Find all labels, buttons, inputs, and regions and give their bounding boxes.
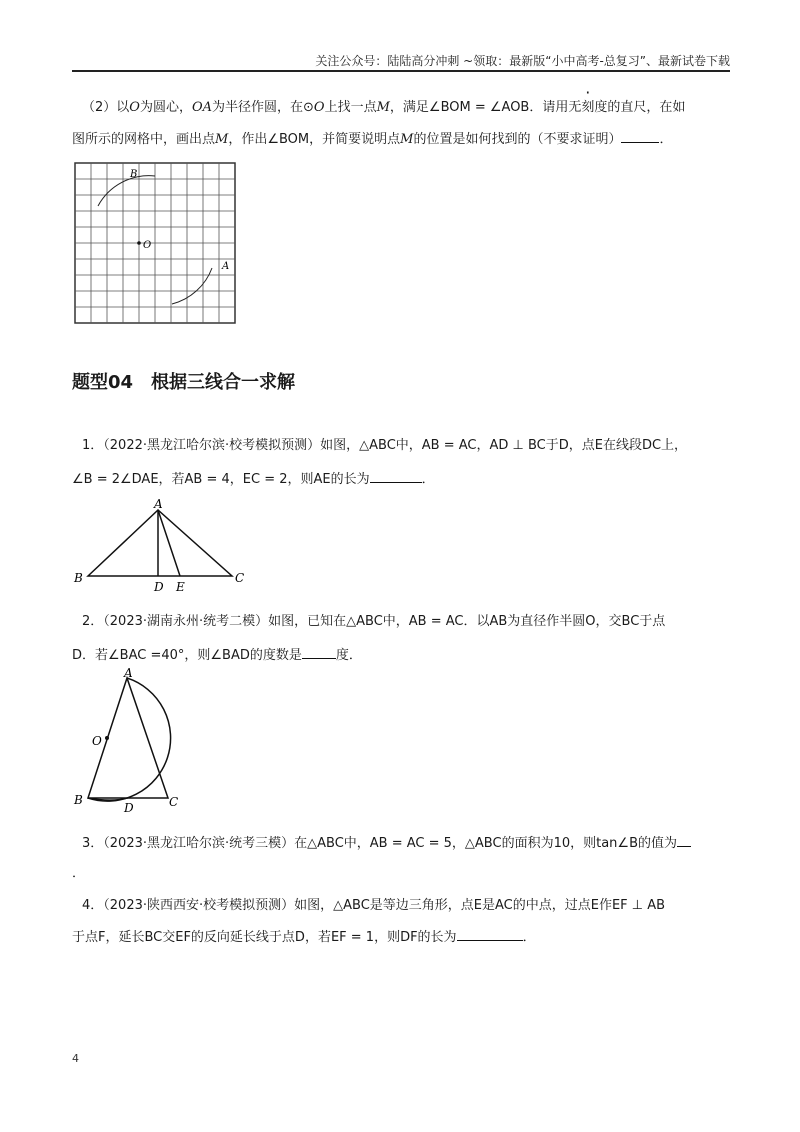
text-segment: 为圆心， xyxy=(139,100,192,115)
text-segment: ∠B = 2∠DAE，若AB = 4，EC = 2，则AE的长为 xyxy=(72,472,370,487)
text-segment: 3．（2023·黑龙江哈尔滨·统考三模）在△ABC中，AB = AC = 5，△ABC的面积为10，则tan∠B的值为 xyxy=(82,836,677,851)
answer-blank[interactable] xyxy=(302,644,336,659)
text-segment: ． xyxy=(421,472,435,487)
math-var: M xyxy=(376,100,390,115)
label-B: B xyxy=(74,793,83,807)
label-D: D xyxy=(124,801,134,815)
label-E: E xyxy=(176,580,185,594)
answer-blank[interactable] xyxy=(621,128,659,143)
q4-line2 xyxy=(72,926,536,950)
label-A: A xyxy=(124,666,133,680)
label-A: A xyxy=(154,498,163,511)
text-segment: 为半径作圆，在⊙ xyxy=(212,100,314,115)
text-segment: 度． xyxy=(335,648,362,663)
text-segment: ，满足∠BOM = ∠AOB．请用 xyxy=(389,100,569,115)
math-var: M xyxy=(215,132,229,147)
arc-upper-left xyxy=(98,176,155,206)
answer-blank[interactable] xyxy=(677,832,691,847)
math-var: O xyxy=(313,100,325,115)
label-O: O xyxy=(143,240,152,251)
q1-line1: 1．（2022·黑龙江哈尔滨·校考模拟预测）如图，△ABC中，AB = AC，AD ⊥ BC于D，点E在线段DC上， xyxy=(82,438,688,453)
arc-lower-right xyxy=(172,268,212,304)
label-C: C xyxy=(169,795,179,809)
triangle-figure-q1 xyxy=(72,498,262,594)
text-segment: ，作出∠BOM，并简要说明点 xyxy=(228,132,401,147)
point-O xyxy=(105,736,109,740)
text-segment: ． xyxy=(659,132,673,147)
text-segment: 图所示的网格中，画出点 xyxy=(72,132,216,147)
math-var: M xyxy=(400,132,414,147)
grid-figure xyxy=(72,160,238,326)
q3-line1 xyxy=(82,832,691,856)
grid-lines xyxy=(75,163,235,323)
q-prev-line2 xyxy=(72,128,672,152)
label-D: D xyxy=(154,580,164,594)
text-segment: 的位置是如何找到的（不要求证明） xyxy=(413,132,622,147)
page-header: 关注公众号：陆陆高分冲刺 ~领取：最新版“小中高考-总复习”、最新试卷下载 xyxy=(315,54,730,68)
point-O xyxy=(137,241,141,245)
page-number: 4 xyxy=(72,1052,79,1065)
q1-line2 xyxy=(72,468,435,492)
text-segment: ． xyxy=(522,930,536,945)
label-O: O xyxy=(92,734,102,748)
emphasis-text: 无刻度 xyxy=(568,100,608,115)
label-A: A xyxy=(222,261,230,272)
math-var: OA xyxy=(191,100,213,115)
q3-line2: ． xyxy=(72,866,86,881)
q2-line2 xyxy=(72,644,362,668)
answer-blank[interactable] xyxy=(457,926,523,941)
text-segment: 的直尺，在如 xyxy=(607,100,686,115)
label-B: B xyxy=(130,169,138,180)
header-divider xyxy=(72,70,730,72)
text-segment: D．若∠BAC =40°，则∠BAD的度数是 xyxy=(72,648,302,663)
section-title: 题型04 根据三线合一求解 xyxy=(72,372,296,393)
q2-line1: 2．（2023·湖南永州·统考二模）如图，已知在△ABC中，AB = AC．以AB为直径作半圆O，交BC于点 xyxy=(82,614,666,629)
text-segment: 于点F，延长BC交EF的反向延长线于点D，若EF = 1，则DF的长为 xyxy=(72,930,457,945)
answer-blank[interactable] xyxy=(370,468,422,483)
label-B: B xyxy=(74,571,83,585)
text-segment: （2）以 xyxy=(82,100,130,115)
semicircle-figure-q2 xyxy=(72,666,202,816)
math-var: O xyxy=(129,100,140,115)
text-segment: 上找一点 xyxy=(324,100,377,115)
triangle-ABC xyxy=(88,510,232,576)
label-C: C xyxy=(235,571,245,585)
q4-line1: 4．（2023·陕西西安·校考模拟预测）如图，△ABC是等边三角形，点E是AC的中点，过点E作EF ⊥ AB xyxy=(82,898,666,913)
q-prev-line1 xyxy=(82,96,685,120)
